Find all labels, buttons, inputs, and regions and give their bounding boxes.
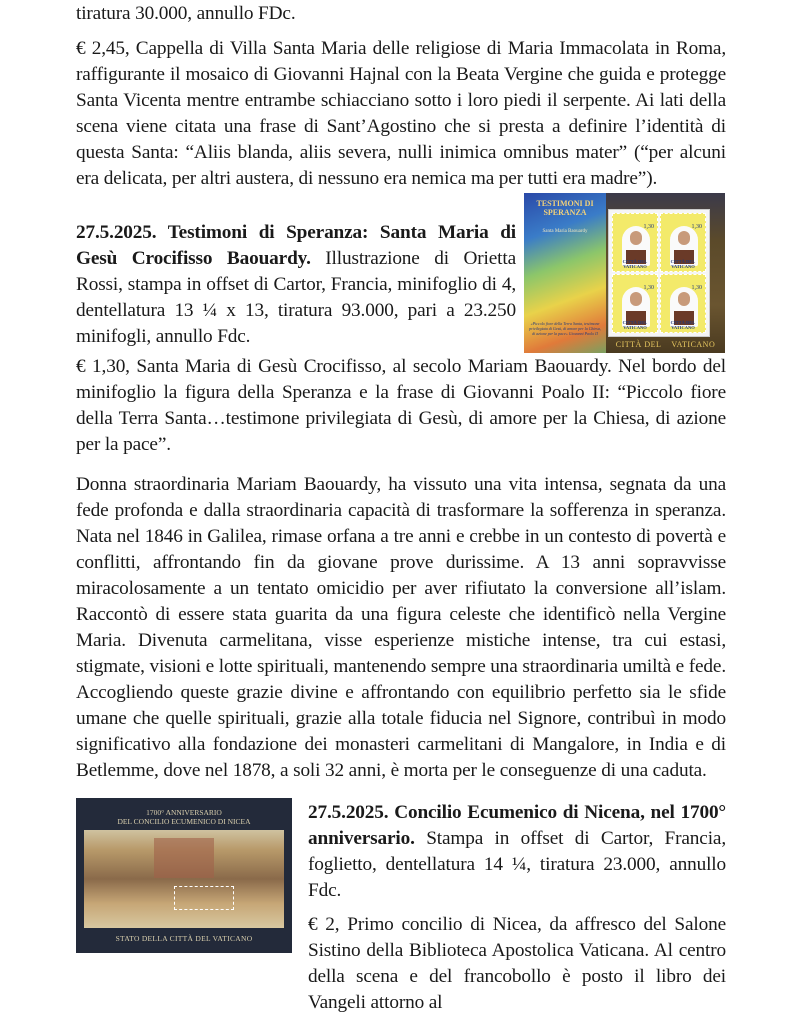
foglietto-header: 1700° ANNIVERSARIO DEL CONCILIO ECUMENICO DI NICEA	[117, 808, 251, 826]
sheet-title: TESTIMONI DI SPERANZA	[536, 199, 594, 217]
article-body	[76, 36, 726, 192]
stamp-perforation	[174, 886, 234, 910]
section-testimoni	[76, 220, 516, 350]
section-nicea-title: 27.5.2025. Concilio Ecumenico di Nicena, nel 1700° anniversario.	[308, 802, 726, 849]
section-testimoni-details: Illustrazione di Orietta Rossi, stampa in offset di Cartor, Francia, minifoglio di 4, dentellatura 13 ¼ x 13, tiratura 93.000, pari a 23.250 minifogli, annullo Fdc.	[76, 248, 516, 347]
section-nicea	[308, 800, 726, 904]
sheet-subtitle: Santa Maria Baouardy	[542, 229, 588, 234]
foglietto-nicea-image	[76, 798, 292, 953]
paragraph-value-2: € 2, Primo concilio di Nicea, da affresco del Salone Sistino della Biblioteca Apostolica Vaticana. Al centro della scena e del francobollo è posto il libro dei Vangeli attorno al	[308, 914, 726, 1013]
paragraph-biography: Donna straordinaria Mariam Baouardy, ha vissuto una vita intensa, segnata da una fede profonda e dalla straordinaria capacità di trasformare la sofferenza in speranza. Nata nel 1846 in Galilea, rimase orfana a tre anni e crebbe in un contesto di povertà e conflitti, affrontando fin da giovane prove durissime. A 13 anni sopravvisse miracolosamente a un tentato omicidio per aver rifiutato la conversione all’islam. Raccontò di essere stata guarita da una figura celeste che identificò nella Vergine Maria. Divenuta carmelitana, visse esperienze mistiche intense, tra cui estasi, stigmate, visioni e lotte spirituali, mantenendo sempre una straordinaria umiltà e fede. Accogliendo queste grazie divine e affrontando con equilibrio perfetto sia le sfide umane che quelle spirituali, grazie alla totale fiducia nel Signore, contribuì in modo significativo alla fondazione dei monasteri carmelitani di Mangalore, in India e di Betlemme, dove nel 1878, a soli 32 anni, è morta per le conseguenze di una caduta.	[76, 474, 726, 781]
stamp-block	[606, 193, 725, 353]
foglietto-footer: STATO DELLA CITTÀ DEL VATICANO	[115, 934, 253, 943]
stamp: 1,30 CITTÀ DEL VATICANO	[660, 274, 706, 333]
fresco-art	[84, 830, 284, 928]
stamp: 1,30 CITTÀ DEL VATICANO	[660, 213, 706, 272]
stamp: 1,30 CITTÀ DEL VATICANO	[612, 274, 658, 333]
minifoglio-testimoni-image	[524, 193, 725, 353]
sheet-bottom-caption: CITTÀ DEL VATICANO	[615, 340, 716, 349]
section-nicea-details: Stampa in offset di Cartor, Francia, foglietto, dentellatura 14 ¼, tiratura 23.000, annullo Fdc.	[308, 828, 726, 901]
stamp: 1,30 CITTÀ DEL VATICANO	[612, 213, 658, 272]
section-nicea-intro	[308, 800, 726, 904]
section-testimoni-intro	[76, 220, 516, 350]
continued-line: tiratura 30.000, annullo FDc.	[76, 3, 296, 24]
sheet-quote: «Piccolo fiore della Terra Santa, testimone privilegiata di Gesù, di amore per la Chiesa, di azione per la pace» Giovanni Paolo II	[529, 321, 601, 336]
section-testimoni-body	[76, 354, 726, 784]
paragraph-value-130: € 1,30, Santa Maria di Gesù Crocifisso, al secolo Mariam Baouardy. Nel bordo del minifoglio la figura della Speranza e la frase di Giovanni Poalo II: “Piccolo fiore della Terra Santa…testimone privilegiata di Gesù, di amore per la Chiesa, di azione per la pace”.	[76, 356, 726, 455]
section-nicea-body	[308, 912, 726, 1016]
stamp-sheet	[608, 209, 710, 337]
illustration-speranza	[524, 193, 606, 353]
paragraph-cappella: € 2,45, Cappella di Villa Santa Maria delle religiose di Maria Immacolata in Roma, raffigurante il mosaico di Giovanni Hajnal con la Beata Vergine che guida e protegge Santa Vicenta mentre entrambe schiacciano sotto i loro piedi il serpente. Ai lati della scena viene citata una frase di Sant’Agostino che si presta a definire l’identità di questa Santa: “Aliis blanda, aliis severa, nulli inimica omnibus mater” (“per alcuni era delicata, per altri austera, di nessuno era nemica ma per tutti era madre”).	[76, 38, 726, 189]
section-testimoni-title: 27.5.2025. Testimoni di Speranza: Santa Maria di Gesù Crocifisso Baouardy.	[76, 222, 516, 269]
